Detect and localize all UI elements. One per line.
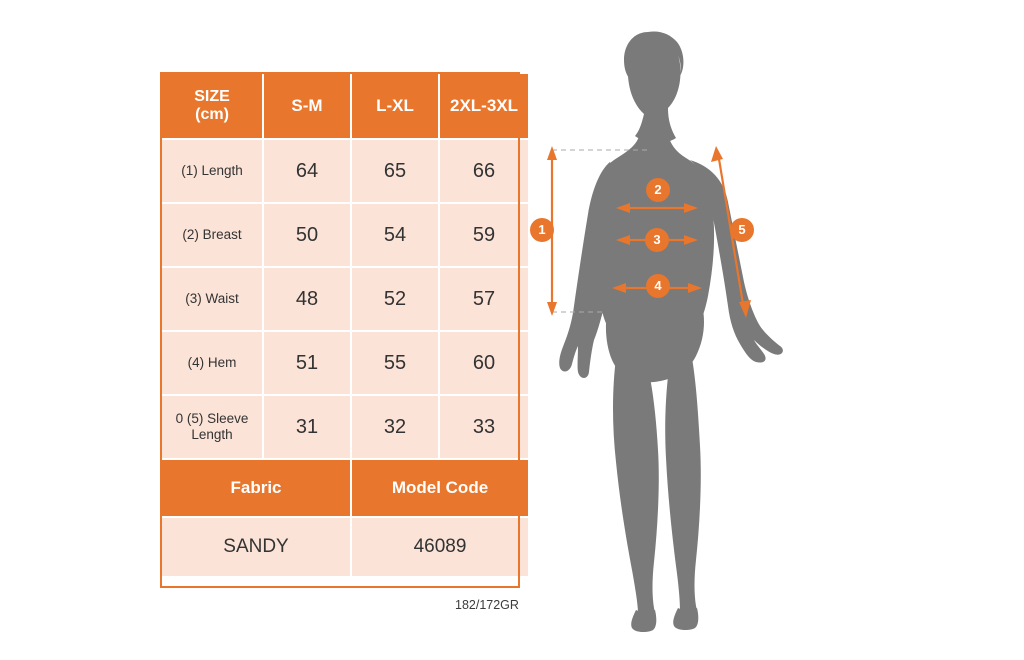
badge-sleeve-length: 5: [730, 218, 754, 242]
badge-length: 1: [530, 218, 554, 242]
table-row: [161, 331, 529, 395]
header-size-unit: [161, 73, 263, 139]
cell-breast-2xl3xl: 59: [439, 203, 529, 267]
footer-value-fabric: SANDY: [161, 517, 351, 577]
header-size-line1: SIZE: [194, 87, 230, 105]
table-row: [161, 267, 529, 331]
cell-hem-lxl: 55: [351, 331, 439, 395]
badge-hem: 4: [646, 274, 670, 298]
arrow-length-head-top: [547, 146, 557, 160]
arrow-sleeve-head-top: [711, 146, 723, 162]
cell-sleeve-2xl3xl: 33: [439, 395, 529, 459]
badge-waist: 3: [645, 228, 669, 252]
cell-waist-lxl: 52: [351, 267, 439, 331]
arrow-length-head-bottom: [547, 302, 557, 316]
badge-breast: 2: [646, 178, 670, 202]
row-label-waist: (3) Waist: [161, 267, 263, 331]
model-silhouette-svg: [530, 10, 830, 650]
size-table: [160, 72, 530, 578]
cell-length-sm: 64: [263, 139, 351, 203]
cell-waist-2xl3xl: 57: [439, 267, 529, 331]
fabric-weight-note: 182/172GR: [455, 598, 519, 612]
table-row: [161, 395, 529, 459]
footer-value-model-code: 46089: [351, 517, 529, 577]
table-footer-value-row: [161, 517, 529, 577]
cell-sleeve-sm: 31: [263, 395, 351, 459]
table-header-row: [161, 73, 529, 139]
female-body-silhouette: [559, 31, 783, 632]
footer-label-fabric: Fabric: [161, 459, 351, 517]
row-label-breast: (2) Breast: [161, 203, 263, 267]
cell-breast-lxl: 54: [351, 203, 439, 267]
table-row: [161, 203, 529, 267]
cell-length-lxl: 65: [351, 139, 439, 203]
header-size-lxl: L-XL: [351, 73, 439, 139]
table-row: [161, 139, 529, 203]
cell-hem-sm: 51: [263, 331, 351, 395]
cell-length-2xl3xl: 66: [439, 139, 529, 203]
footer-label-model-code: Model Code: [351, 459, 529, 517]
header-size-line2: (cm): [195, 106, 229, 123]
row-label-length: (1) Length: [161, 139, 263, 203]
cell-hem-2xl3xl: 60: [439, 331, 529, 395]
header-size-sm: S-M: [263, 73, 351, 139]
cell-breast-sm: 50: [263, 203, 351, 267]
table-footer-header-row: [161, 459, 529, 517]
row-label-sleeve-length: 0 (5) Sleeve Length: [161, 395, 263, 459]
cell-sleeve-lxl: 32: [351, 395, 439, 459]
cell-waist-sm: 48: [263, 267, 351, 331]
row-label-hem: (4) Hem: [161, 331, 263, 395]
model-figure: [530, 10, 830, 650]
header-size-2xl3xl: 2XL-3XL: [439, 73, 529, 139]
